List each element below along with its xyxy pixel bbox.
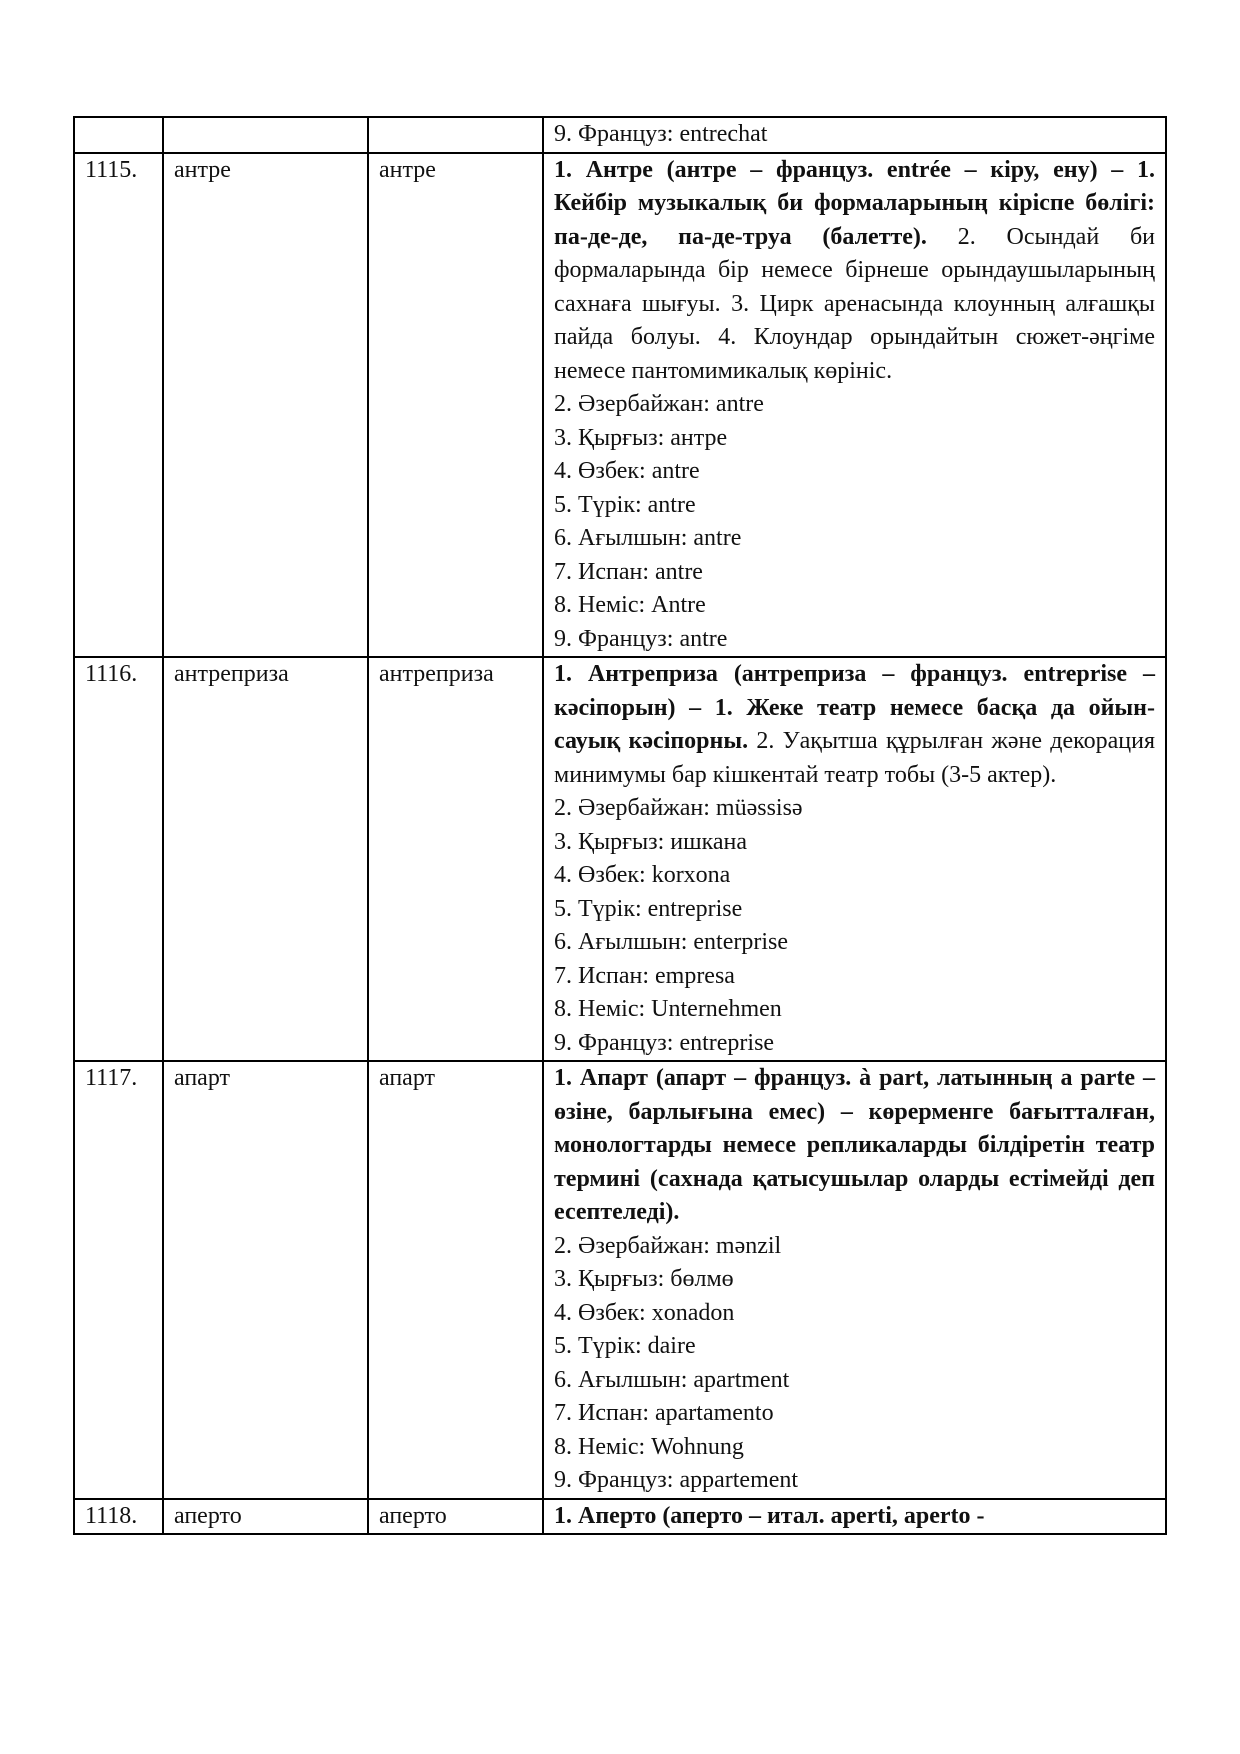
translation-line: 9. Француз: entreprise	[554, 1029, 775, 1056]
entry-definition	[543, 1499, 1166, 1535]
entry-definition	[543, 153, 1166, 658]
definition-bold: 1. Антре (антре – француз. entrée – кіру, ену) – 1. Кейбір музыкалық би формаларының кіріспе бөлігі: па-де-де, па-де-труа (балетте).	[554, 156, 1155, 250]
translation-line: 9. Француз: entrechat	[554, 121, 768, 147]
definition-bold: 1. Антреприза (антреприза – француз. entreprise – кәсіпорын) – 1. Жеке театр немесе басқа да ойын-сауық кәсіпорны.	[554, 661, 1155, 754]
translation-line: 3. Қырғыз: ишкана	[554, 828, 748, 855]
translation-line: 7. Испан: empresa	[554, 962, 735, 989]
entry-term: антре	[163, 153, 368, 658]
definition-plain: 2. Осындай би формаларында бір немесе бірнеше орындаушыларының сахнаға шығуы. 3. Цирк аренасында клоунның алғашқы пайда болуы. 4. Клоундар орындайтын сюжет-әңгіме немесе пантомимикалық көрініс.	[554, 223, 1156, 384]
entry-number: 1118.	[74, 1499, 163, 1535]
dictionary-table	[73, 116, 1167, 1535]
entry-term: аперто	[163, 1499, 368, 1535]
translation-line: 8. Неміс: Unternehmen	[554, 996, 782, 1022]
translation-line: 4. Өзбек: korxona	[554, 862, 731, 888]
table-row	[74, 153, 1166, 658]
table-row	[74, 1061, 1166, 1499]
translation-line: 7. Испан: apartamento	[554, 1400, 774, 1426]
translation-line: 4. Өзбек: xonadon	[554, 1299, 735, 1326]
entry-term-kz: антреприза	[368, 657, 543, 1061]
table-row	[74, 1499, 1166, 1535]
entry-term-kz: апарт	[368, 1061, 543, 1499]
translation-line: 7. Испан: antre	[554, 558, 703, 585]
translation-line: 5. Түрік: daire	[554, 1333, 696, 1359]
entry-term-kz: антре	[368, 153, 543, 658]
translation-line: 3. Қырғыз: бөлмө	[554, 1266, 734, 1292]
entry-definition	[543, 117, 1166, 153]
entry-term-kz	[368, 117, 543, 153]
translation-line: 6. Ағылшын: antre	[554, 525, 742, 551]
entry-term-kz: аперто	[368, 1499, 543, 1535]
translation-line: 2. Әзербайжан: mənzil	[554, 1232, 782, 1259]
translation-line: 2. Әзербайжан: antre	[554, 391, 764, 417]
definition-bold: 1. Аперто (аперто – итал. aperti, aperto -	[554, 1502, 985, 1529]
translation-line: 4. Өзбек: antre	[554, 458, 700, 484]
entry-term: антреприза	[163, 657, 368, 1061]
table-row	[74, 657, 1166, 1061]
translation-line: 8. Неміс: Wohnung	[554, 1433, 744, 1460]
entry-number	[74, 117, 163, 153]
translation-line: 3. Қырғыз: антре	[554, 424, 728, 451]
translation-line: 5. Түрік: antre	[554, 491, 696, 518]
translation-line: 2. Әзербайжан: müəssisə	[554, 795, 803, 821]
entry-number: 1116.	[74, 657, 163, 1061]
translation-line: 9. Француз: antre	[554, 625, 728, 652]
translation-line: 5. Түрік: entreprise	[554, 895, 743, 922]
translation-line: 6. Ағылшын: enterprise	[554, 929, 789, 955]
dictionary-body	[74, 117, 1166, 1534]
entry-definition	[543, 657, 1166, 1061]
entry-term	[163, 117, 368, 153]
translation-line: 9. Француз: appartement	[554, 1467, 799, 1493]
definition-bold: 1. Апарт (апарт – француз. à part, латынның a parte – өзіне, барлығына емес) – көрерменге бағытталған, монологтарды немесе репликаларды білдіретін театр термині (сахнада қатысушылар оларды естімейді деп есептеледі).	[554, 1065, 1155, 1225]
entry-term: апарт	[163, 1061, 368, 1499]
entry-number: 1115.	[74, 153, 163, 658]
entry-number: 1117.	[74, 1061, 163, 1499]
entry-definition	[543, 1061, 1166, 1499]
translation-line: 8. Неміс: Antre	[554, 592, 706, 618]
definition-plain: 2. Уақытша құрылған және декорация минимумы бар кішкентай театр тобы (3-5 актер).	[554, 728, 1155, 788]
table-row	[74, 117, 1166, 153]
translation-line: 6. Ағылшын: apartment	[554, 1366, 790, 1393]
